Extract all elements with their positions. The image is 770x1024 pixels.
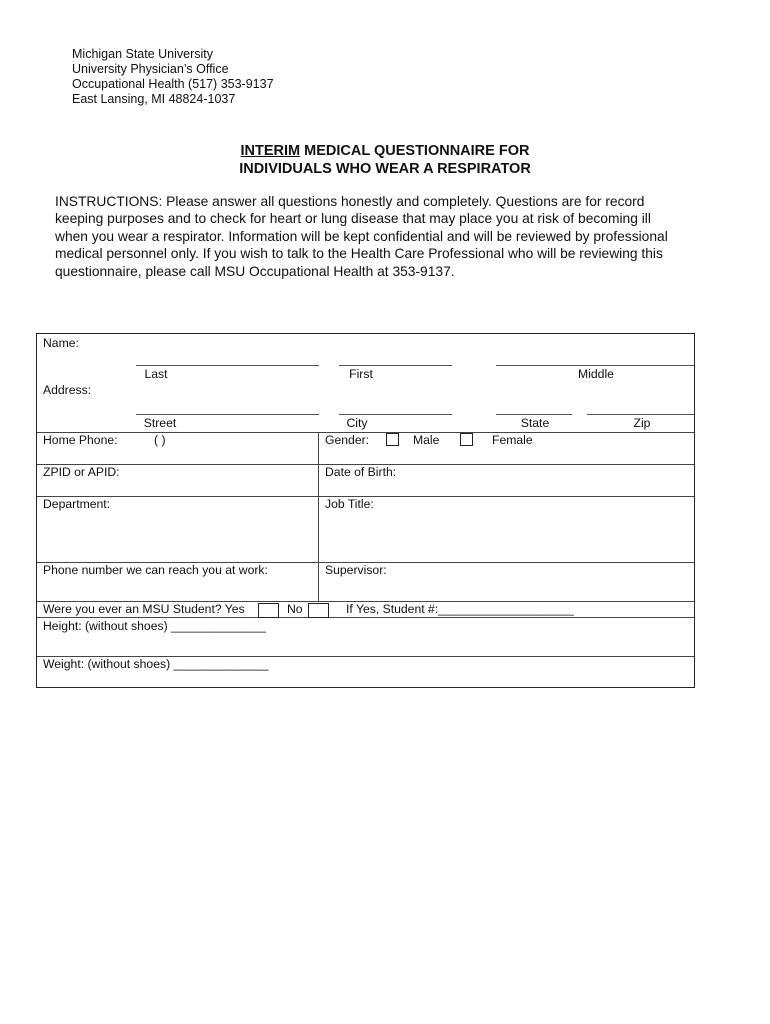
title-underlined: INTERIM	[240, 143, 301, 159]
male-checkbox[interactable]	[386, 433, 399, 446]
dob-input[interactable]	[407, 466, 687, 480]
msu-student-label: Were you ever an MSU Student? Yes	[43, 602, 245, 616]
street-line	[136, 414, 319, 415]
weight-label: Weight: (without shoes) ______________	[43, 657, 269, 671]
divider	[37, 617, 694, 618]
street-label: Street	[143, 416, 177, 430]
middle-name-input[interactable]	[496, 351, 694, 365]
male-label: Male	[413, 433, 440, 447]
department-input[interactable]	[43, 516, 315, 556]
city-input[interactable]	[339, 400, 452, 414]
name-label: Name:	[43, 336, 79, 350]
middle-name-line	[496, 365, 694, 366]
zip-input[interactable]	[587, 400, 694, 414]
city-line	[339, 414, 452, 415]
first-name-line	[339, 365, 452, 366]
street-input[interactable]	[136, 400, 319, 414]
title-line1: MEDICAL QUESTIONNAIRE FOR	[300, 143, 530, 159]
home-phone-input[interactable]	[197, 434, 315, 448]
header-office: University Physician’s Office	[72, 62, 229, 76]
height-label: Height: (without shoes) ______________	[43, 619, 266, 633]
gender-label: Gender:	[325, 433, 370, 447]
msu-student-yes-checkbox[interactable]	[258, 603, 279, 618]
zpid-input[interactable]	[127, 466, 315, 480]
last-name-line	[136, 365, 319, 366]
state-label: State	[520, 416, 550, 430]
address-label: Address:	[43, 383, 92, 397]
header-org: Michigan State University	[72, 47, 214, 61]
city-label: City	[346, 416, 368, 430]
home-phone-area: ( )	[154, 433, 166, 447]
job-title-input[interactable]	[325, 516, 687, 556]
form-table	[36, 333, 695, 688]
work-phone-input[interactable]	[43, 582, 315, 596]
page-title	[0, 143, 770, 159]
page-subtitle: INDIVIDUALS WHO WEAR A RESPIRATOR	[239, 161, 531, 177]
header-dept: Occupational Health (517) 353-9137	[72, 77, 274, 91]
student-number-input[interactable]	[441, 602, 585, 616]
job-title-label: Job Title:	[325, 497, 374, 511]
no-label: No	[287, 602, 303, 616]
msu-student-no-checkbox[interactable]	[308, 603, 329, 618]
zpid-label: ZPID or APID:	[43, 465, 120, 479]
home-phone-label: Home Phone:	[43, 433, 118, 447]
last-name-input[interactable]	[136, 351, 319, 365]
height-input[interactable]	[175, 619, 275, 633]
student-number-label: If Yes, Student #:____________________	[346, 602, 574, 616]
first-name-input[interactable]	[339, 351, 452, 365]
instructions: INSTRUCTIONS: Please answer all questions honestly and completely. Questions are for record keeping purposes and to check for heart or lung disease that may place you at risk of becoming ill when you wear a respirator. Information will be kept confidential and will be reviewed by professional medical personnel only. If you wish to talk to the Health Care Professional who will be reviewing this questionnaire, please call MSU Occupational Health at 353-9137.	[55, 194, 668, 279]
female-checkbox[interactable]	[460, 433, 473, 446]
column-divider	[318, 432, 319, 601]
state-line	[496, 414, 572, 415]
dob-label: Date of Birth:	[325, 465, 397, 479]
last-label: Last	[144, 367, 168, 381]
middle-label: Middle	[578, 367, 614, 381]
department-label: Department:	[43, 497, 111, 511]
zip-label: Zip	[633, 416, 651, 430]
header-city: East Lansing, MI 48824-1037	[72, 92, 236, 106]
state-input[interactable]	[496, 400, 572, 414]
weight-input[interactable]	[179, 657, 279, 671]
supervisor-label: Supervisor:	[325, 563, 387, 577]
first-label: First	[349, 367, 373, 381]
work-phone-label: Phone number we can reach you at work:	[43, 563, 268, 577]
supervisor-input[interactable]	[325, 582, 687, 596]
zip-line	[587, 414, 694, 415]
female-label: Female	[492, 433, 533, 447]
